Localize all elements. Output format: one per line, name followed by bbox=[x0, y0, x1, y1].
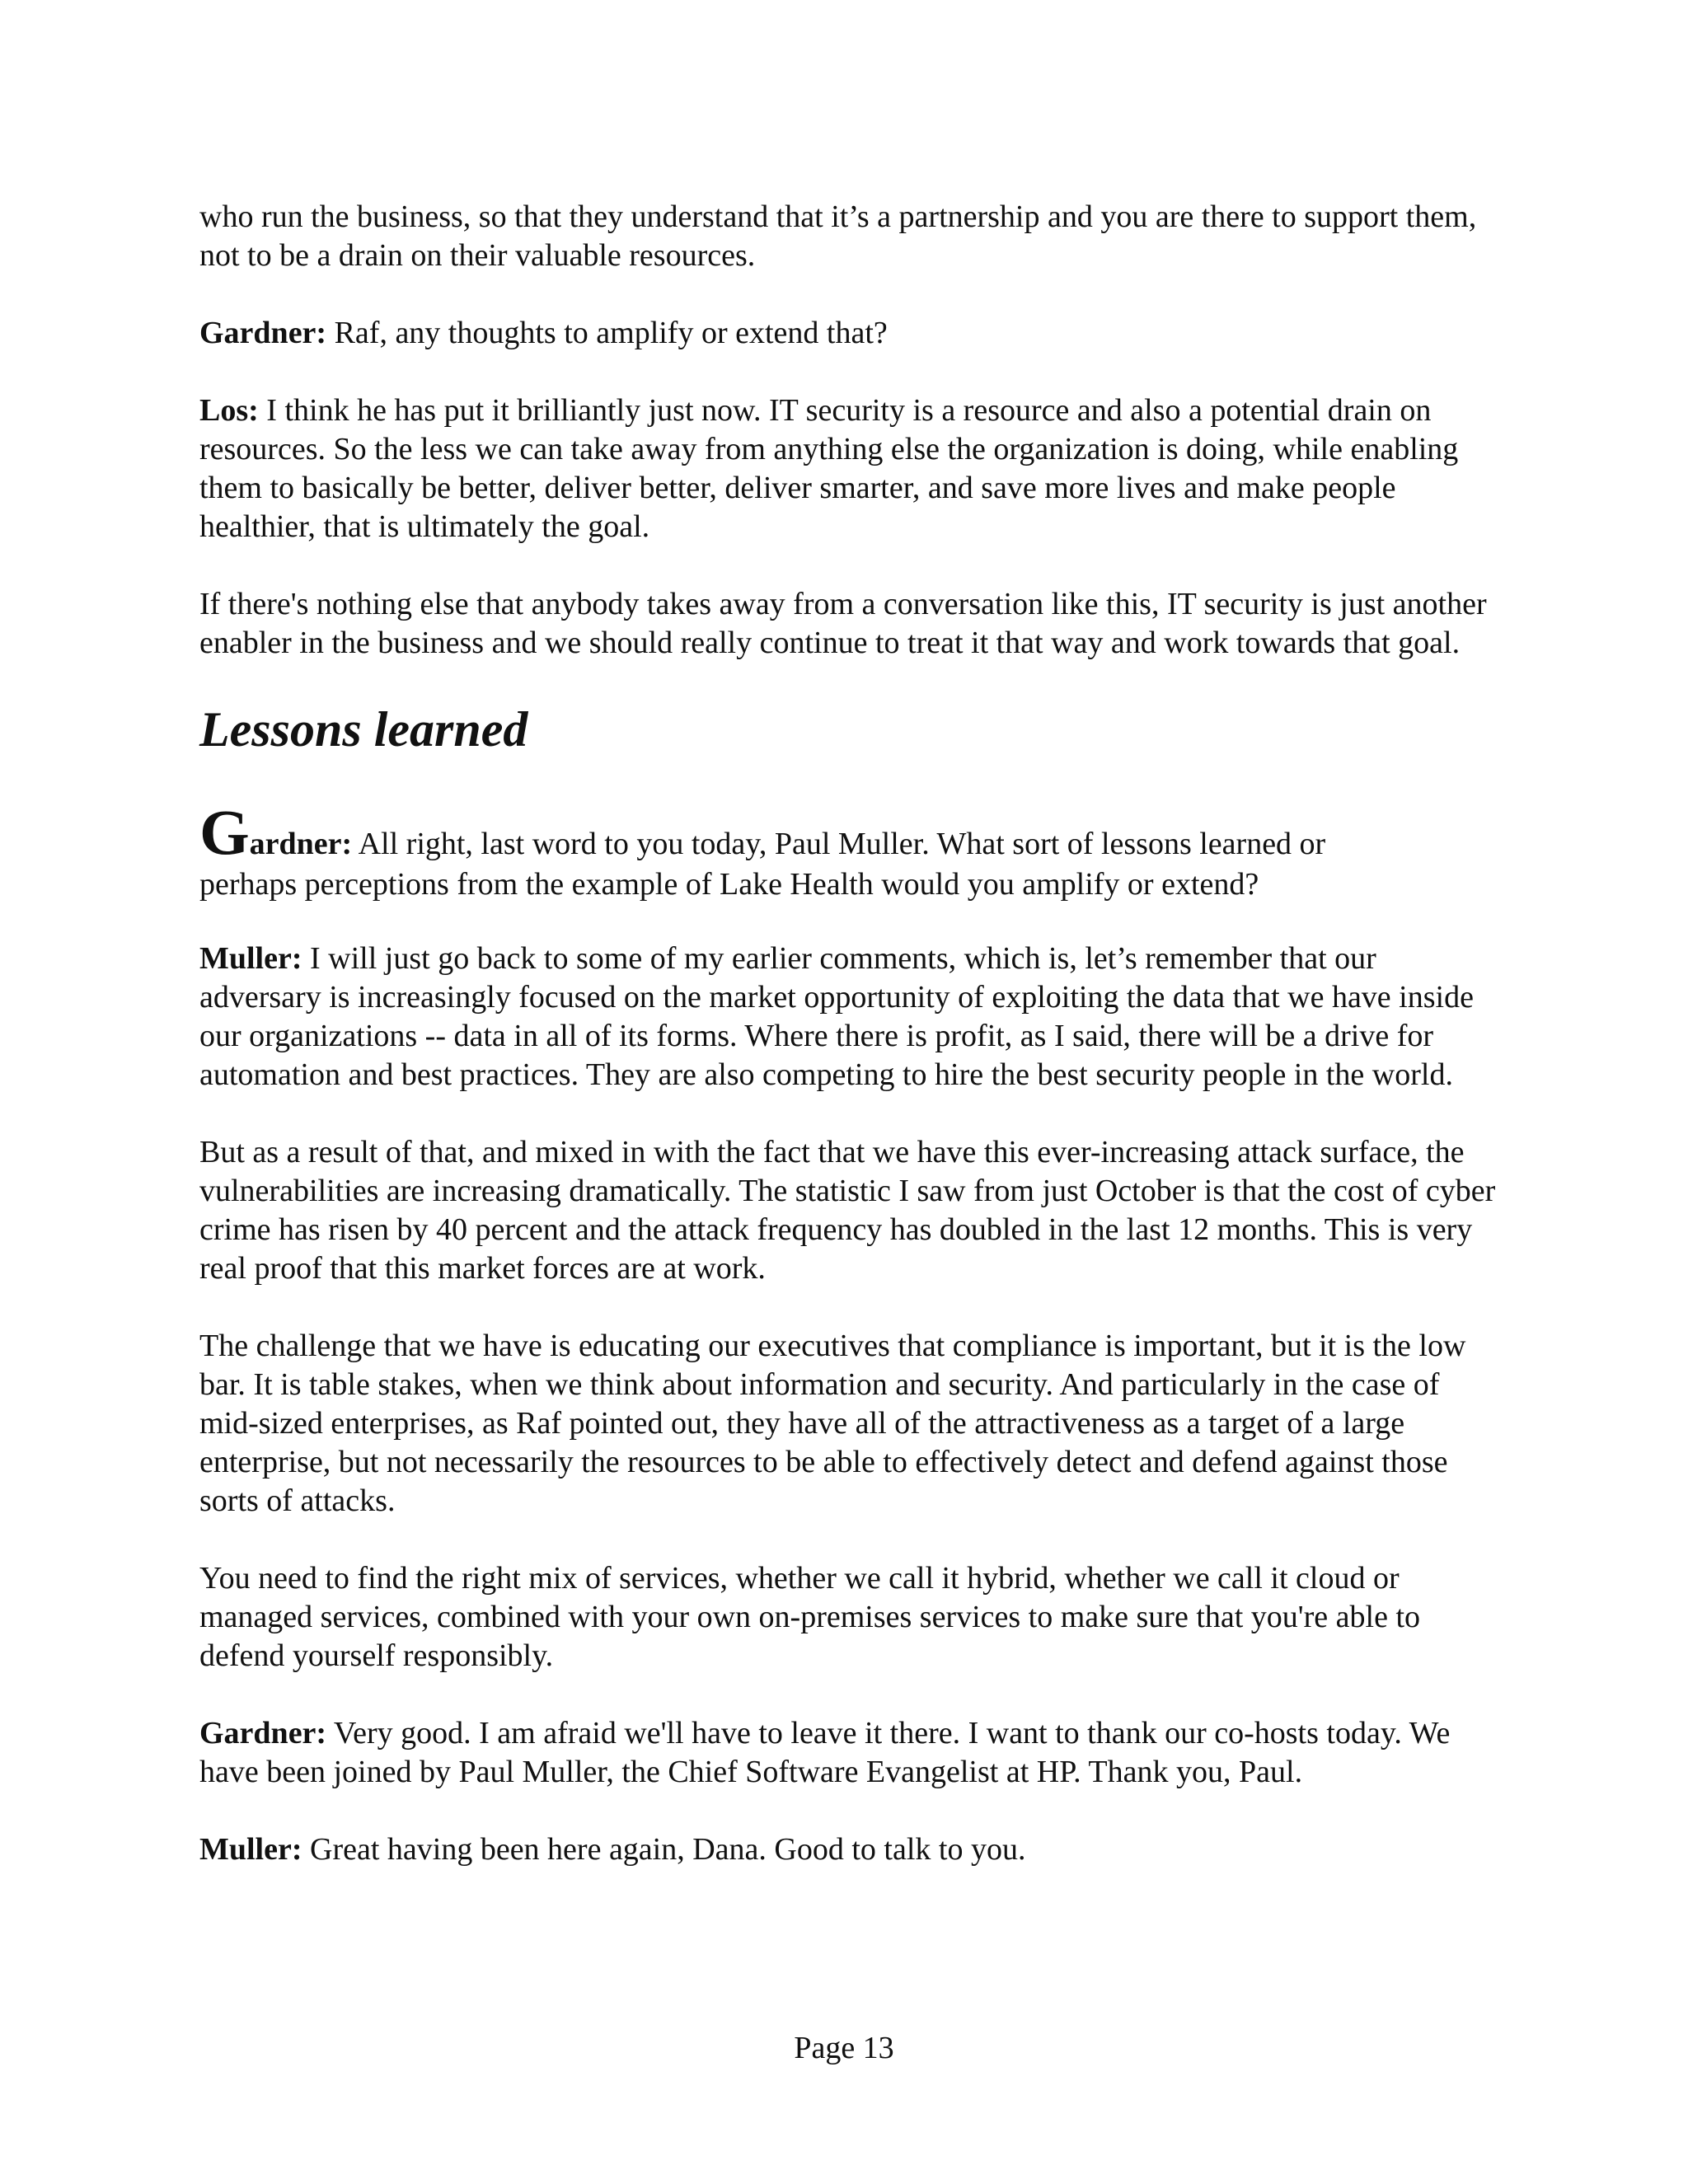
paragraph bbox=[199, 314, 1498, 353]
paragraph bbox=[199, 391, 1498, 546]
paragraph bbox=[199, 1327, 1498, 1521]
paragraph bbox=[199, 1714, 1498, 1792]
paragraph-text: I think he has put it brilliantly just now. IT security is a resource and also a potential drain on resources. So the less we can take away from anything else the organization is doing, while enabling them to basically be better, deliver better, deliver smarter, and save more lives and make people healthier, that is ultimately the goal. bbox=[199, 393, 1459, 544]
page-body bbox=[199, 198, 1498, 1908]
paragraph bbox=[199, 198, 1498, 275]
paragraph-text: If there's nothing else that anybody takes away from a conversation like this, IT security is just another enabler in the business and we should really continue to treat it that way and work towards that goal. bbox=[199, 587, 1487, 660]
paragraph bbox=[199, 1830, 1498, 1869]
paragraph-text: who run the business, so that they understand that it’s a partnership and you are there to support them, not to be a drain on their valuable resources. bbox=[199, 199, 1477, 273]
paragraph-text: All right, last word to you today, Paul Muller. What sort of lessons learned or bbox=[352, 827, 1326, 861]
paragraph bbox=[199, 585, 1498, 663]
dropcap-paragraph bbox=[199, 796, 1498, 902]
paragraph-text: Raf, any thoughts to amplify or extend that? bbox=[326, 316, 888, 350]
page-number: Page 13 bbox=[794, 2031, 894, 2065]
drop-cap: G bbox=[199, 796, 250, 868]
paragraph-text: Great having been here again, Dana. Good to talk to you. bbox=[302, 1832, 1026, 1867]
speaker-label: Muller: bbox=[199, 941, 302, 976]
paragraph bbox=[199, 1559, 1498, 1675]
speaker-label: ardner: bbox=[249, 827, 353, 861]
paragraph-text-line: perhaps perceptions from the example of Lake Health would you amplify or extend? bbox=[199, 867, 1259, 902]
paragraph bbox=[199, 940, 1498, 1094]
paragraph-text: But as a result of that, and mixed in with the fact that we have this ever-increasing attack surface, the vulnerabilities are increasing dramatically. The statistic I saw from just October is that the cost of cyber crime has risen by 40 percent and the attack frequency has doubled in the last 12 months. This is very real proof that this market forces are at work. bbox=[199, 1135, 1496, 1286]
paragraph-text: You need to find the right mix of services, whether we call it hybrid, whether we call it cloud or managed services, combined with your own on-premises services to make sure that you're able to defend yourself responsibly. bbox=[199, 1561, 1421, 1673]
paragraph-text: The challenge that we have is educating our executives that compliance is important, but it is the low bar. It is table stakes, when we think about information and security. And particularly in the case of mid-sized enterprises, as Raf pointed out, they have all of the attractiveness as a target of a large enterprise, but not necessarily the resources to be able to effectively detect and defend against those sorts of attacks. bbox=[199, 1329, 1466, 1518]
paragraph-text: Very good. I am afraid we'll have to leave it there. I want to thank our co-hosts today. We have been joined by Paul Muller, the Chief Software Evangelist at HP. Thank you, Paul. bbox=[199, 1716, 1451, 1789]
speaker-label: Gardner: bbox=[199, 316, 327, 350]
speaker-label: Gardner: bbox=[199, 1716, 327, 1750]
paragraph bbox=[199, 1133, 1498, 1288]
section-heading: Lessons learned bbox=[199, 702, 528, 757]
speaker-label: Muller: bbox=[199, 1832, 302, 1867]
paragraph-text: I will just go back to some of my earlier comments, which is, let’s remember that our adversary is increasingly focused on the market opportunity of exploiting the data that we have inside our organizations -- data in all of its forms. Where there is profit, as I said, there will be a drive for automation and best practices. They are also competing to hire the best security people in the world. bbox=[199, 941, 1474, 1092]
speaker-label: Los: bbox=[199, 393, 259, 428]
